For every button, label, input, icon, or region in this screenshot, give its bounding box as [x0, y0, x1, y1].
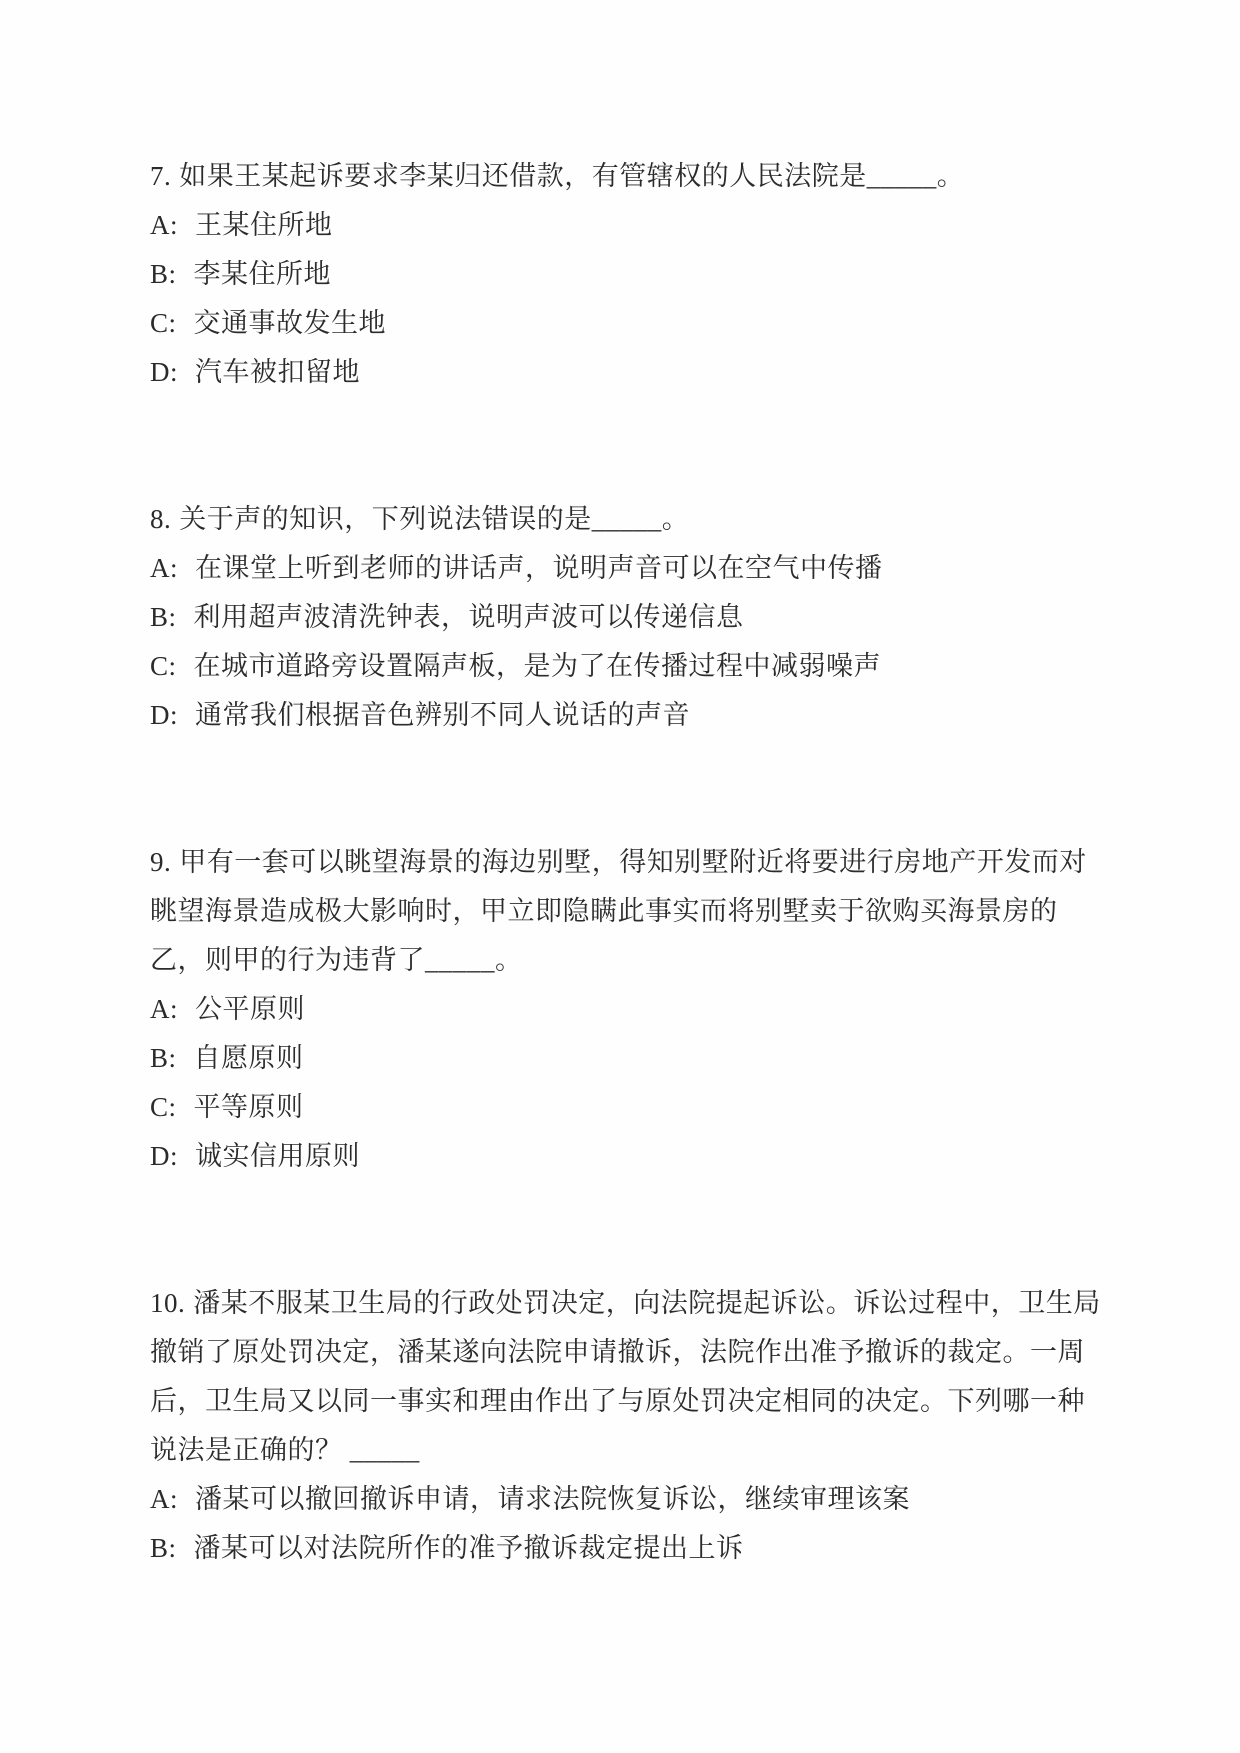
option-label: C:	[150, 651, 177, 681]
question-stem-line	[150, 838, 1090, 887]
question-number: 7.	[150, 161, 172, 191]
option-row-b	[150, 250, 1090, 299]
question-stem-text: 后，卫生局又以同一事实和理由作出了与原处罚决定相同的决定。下列哪一种	[150, 1386, 1085, 1416]
option-text: 自愿原则	[193, 1043, 304, 1073]
question-stem-text: 乙，则甲的行为违背了_____。	[150, 945, 523, 975]
question-7	[150, 152, 1090, 397]
option-text: 在城市道路旁设置隔声板，是为了在传播过程中减弱噪声	[193, 651, 882, 681]
option-text: 潘某可以撤回撤诉申请，请求法院恢复诉讼，继续审理该案	[195, 1484, 910, 1514]
option-text: 交通事故发生地	[193, 308, 387, 338]
option-row-a	[150, 985, 1090, 1034]
option-text: 汽车被扣留地	[195, 357, 360, 387]
question-stem-text: 如果王某起诉要求李某归还借款，有管辖权的人民法院是_____。	[179, 161, 965, 191]
option-text: 在课堂上听到老师的讲话声，说明声音可以在空气中传播	[195, 553, 883, 583]
question-number: 10.	[150, 1288, 186, 1318]
option-label: C:	[150, 308, 177, 338]
option-label: A:	[150, 210, 178, 240]
option-text: 利用超声波清洗钟表，说明声波可以传递信息	[193, 602, 744, 632]
option-row-c	[150, 1083, 1090, 1132]
option-text: 李某住所地	[193, 259, 332, 289]
question-number: 9.	[150, 847, 172, 877]
question-number: 8.	[150, 504, 172, 534]
option-label: B:	[150, 259, 177, 289]
option-label: A:	[150, 994, 178, 1024]
question-10	[150, 1279, 1101, 1573]
option-text: 平等原则	[193, 1092, 304, 1122]
option-label: B:	[150, 602, 177, 632]
question-stem-text: 撤销了原处罚决定，潘某遂向法院申请撤诉，法院作出准予撤诉的裁定。一周	[150, 1337, 1085, 1367]
option-row-b	[150, 1034, 1090, 1083]
question-stem-line	[150, 152, 1090, 201]
question-9	[150, 838, 1090, 1181]
option-text: 潘某可以对法院所作的准予撤诉裁定提出上诉	[193, 1533, 744, 1563]
option-row-b	[150, 593, 1090, 642]
option-row-d	[150, 1132, 1090, 1181]
option-row-c	[150, 299, 1090, 348]
option-row-a	[150, 544, 1090, 593]
question-stem-text: 关于声的知识，下列说法错误的是_____。	[179, 504, 690, 534]
question-stem-text: 甲有一套可以眺望海景的海边别墅，得知别墅附近将要进行房地产开发而对	[179, 847, 1087, 877]
question-stem-line	[150, 1377, 1090, 1426]
option-text: 诚实信用原则	[195, 1141, 360, 1171]
question-stem-line	[150, 1279, 1101, 1328]
question-stem-line	[150, 1328, 1090, 1377]
option-label: A:	[150, 553, 178, 583]
question-8	[150, 495, 1090, 740]
option-text: 王某住所地	[195, 210, 333, 240]
option-row-a	[150, 1475, 1090, 1524]
option-label: D:	[150, 357, 178, 387]
question-stem-text: 眺望海景造成极大影响时，甲立即隐瞒此事实而将别墅卖于欲购买海景房的	[150, 896, 1058, 926]
option-label: B:	[150, 1533, 177, 1563]
option-row-c	[150, 642, 1090, 691]
option-label: B:	[150, 1043, 177, 1073]
option-row-d	[150, 348, 1090, 397]
option-text: 通常我们根据音色辨别不同人说话的声音	[195, 700, 690, 730]
option-row-b	[150, 1524, 1090, 1573]
question-stem-line	[150, 887, 1090, 936]
option-label: C:	[150, 1092, 177, 1122]
option-row-d	[150, 691, 1090, 740]
option-row-a	[150, 201, 1090, 250]
question-stem-line	[150, 495, 1090, 544]
question-stem-line	[150, 1426, 1090, 1475]
option-label: D:	[150, 1141, 178, 1171]
question-stem-line	[150, 936, 1090, 985]
question-stem-text: 说法是正确的？ _____	[150, 1435, 420, 1465]
option-text: 公平原则	[195, 994, 305, 1024]
option-label: D:	[150, 700, 178, 730]
option-label: A:	[150, 1484, 178, 1514]
question-stem-text: 潘某不服某卫生局的行政处罚决定，向法院提起诉讼。诉讼过程中，卫生局	[193, 1288, 1101, 1318]
